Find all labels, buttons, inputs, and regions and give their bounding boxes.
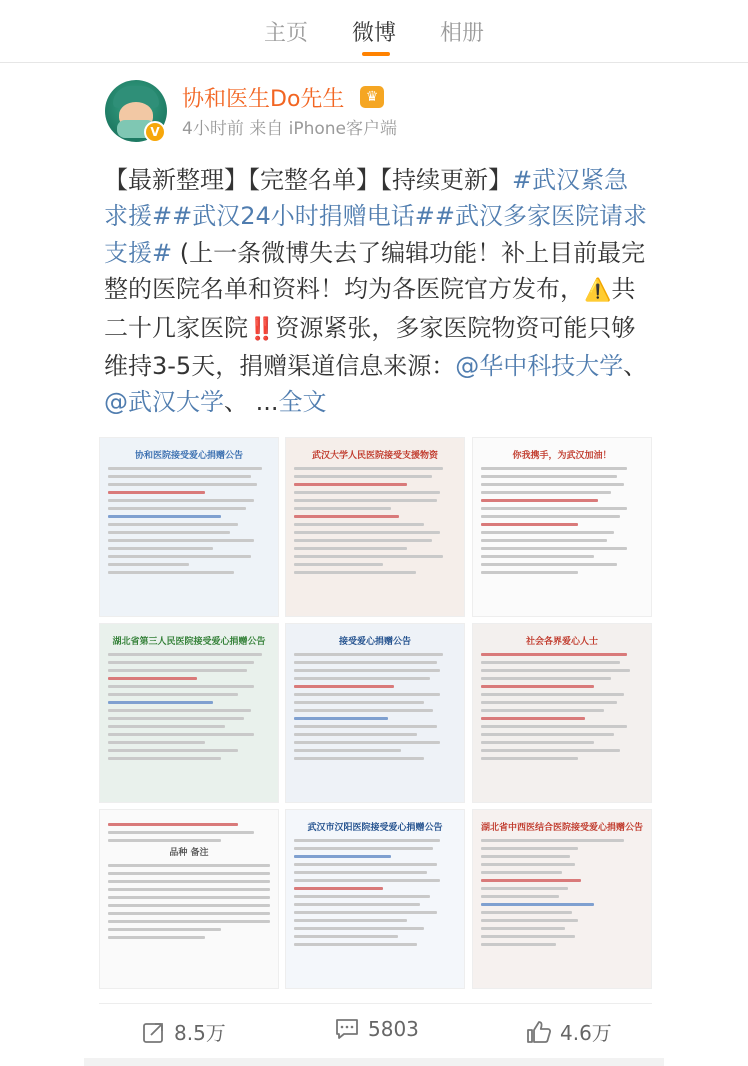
topic-link-hospitals-support[interactable]: #武汉多家医院请求支援# bbox=[104, 202, 647, 267]
post-source: 来自 iPhone客户端 bbox=[249, 119, 398, 139]
like-count: 4.6万 bbox=[560, 1021, 612, 1045]
image-thumbnail[interactable] bbox=[285, 809, 465, 989]
comment-button[interactable] bbox=[334, 1017, 419, 1041]
verified-badge-icon: V bbox=[144, 121, 166, 143]
image-thumbnail[interactable] bbox=[472, 809, 652, 989]
full-text-link[interactable]: 全文 bbox=[278, 388, 327, 417]
bottom-bar bbox=[84, 1058, 664, 1066]
image-caption: 武汉大学人民医院接受支援物资 bbox=[311, 451, 438, 461]
like-button[interactable] bbox=[526, 1017, 612, 1046]
tab-weibo[interactable]: 微博 bbox=[352, 21, 397, 46]
image-caption: 湖北省中西医结合医院接受爱心捐赠公告 bbox=[481, 823, 644, 833]
image-grid bbox=[99, 437, 652, 989]
topic-link-donation-hotline[interactable]: #武汉24小时捐赠电话# bbox=[172, 202, 435, 231]
image-thumbnail[interactable] bbox=[285, 437, 465, 617]
post-meta bbox=[182, 114, 397, 139]
post-text-body: (上一条微博失去了编辑功能！补上目前最完整的医院名单和资料！均为各医院官方发布， bbox=[104, 238, 646, 304]
mention-whu[interactable]: @武汉大学 bbox=[104, 388, 224, 417]
thumbs-up-icon bbox=[526, 1020, 552, 1044]
image-caption: 社会各界爱心人士 bbox=[525, 637, 598, 647]
repost-icon bbox=[142, 1020, 166, 1044]
image-thumbnail[interactable] bbox=[472, 437, 652, 617]
post-text-count: 共二十几家医院 bbox=[104, 275, 636, 342]
image-thumbnail[interactable] bbox=[99, 437, 279, 617]
mention-hust[interactable]: @华中科技大学 bbox=[455, 352, 624, 381]
action-divider bbox=[99, 1003, 652, 1004]
image-thumbnail[interactable] bbox=[99, 809, 279, 989]
post-text-ellipsis: 、 ... bbox=[224, 388, 279, 417]
image-caption: 协和医院接受爱心捐赠公告 bbox=[134, 451, 243, 461]
image-caption: 品种 备注 bbox=[169, 848, 209, 858]
image-thumbnail[interactable] bbox=[472, 623, 652, 803]
tabs-divider bbox=[0, 62, 748, 63]
repost-button[interactable] bbox=[142, 1017, 226, 1046]
double-exclamation-icon: ‼️ bbox=[248, 316, 276, 342]
comment-count: 5803 bbox=[368, 1017, 419, 1041]
post-time: 4小时前 bbox=[182, 119, 244, 139]
comment-icon bbox=[334, 1017, 360, 1041]
image-thumbnail[interactable] bbox=[285, 623, 465, 803]
tab-album[interactable]: 相册 bbox=[440, 21, 485, 46]
username[interactable]: 协和医生Do先生 bbox=[182, 87, 345, 112]
profile-tabs bbox=[0, 0, 748, 62]
image-caption: 接受爱心捐赠公告 bbox=[338, 637, 411, 647]
vip-crown-icon[interactable]: ♛ bbox=[360, 86, 384, 108]
post-text bbox=[104, 162, 652, 421]
image-caption: 你我携手，为武汉加油！ bbox=[512, 451, 612, 461]
repost-count: 8.5万 bbox=[174, 1021, 226, 1045]
post-text-resources: 资源紧张，多家医院物资可能只够维持3-5天，捐赠渠道信息来源： bbox=[104, 313, 636, 381]
image-caption: 湖北省第三人民医院接受爱心捐赠公告 bbox=[112, 637, 266, 647]
warning-icon: ⚠️ bbox=[584, 278, 612, 304]
post-text-sep: 、 bbox=[623, 352, 648, 381]
topic-link-wuhan-emergency[interactable]: #武汉紧急求援# bbox=[104, 166, 629, 231]
active-tab-indicator bbox=[362, 52, 390, 56]
image-caption: 武汉市汉阳医院接受爱心捐赠公告 bbox=[307, 823, 443, 833]
tab-home[interactable]: 主页 bbox=[264, 21, 309, 46]
post-text-intro: 【最新整理】【完整名单】【持续更新】 bbox=[104, 166, 512, 194]
image-thumbnail[interactable] bbox=[99, 623, 279, 803]
